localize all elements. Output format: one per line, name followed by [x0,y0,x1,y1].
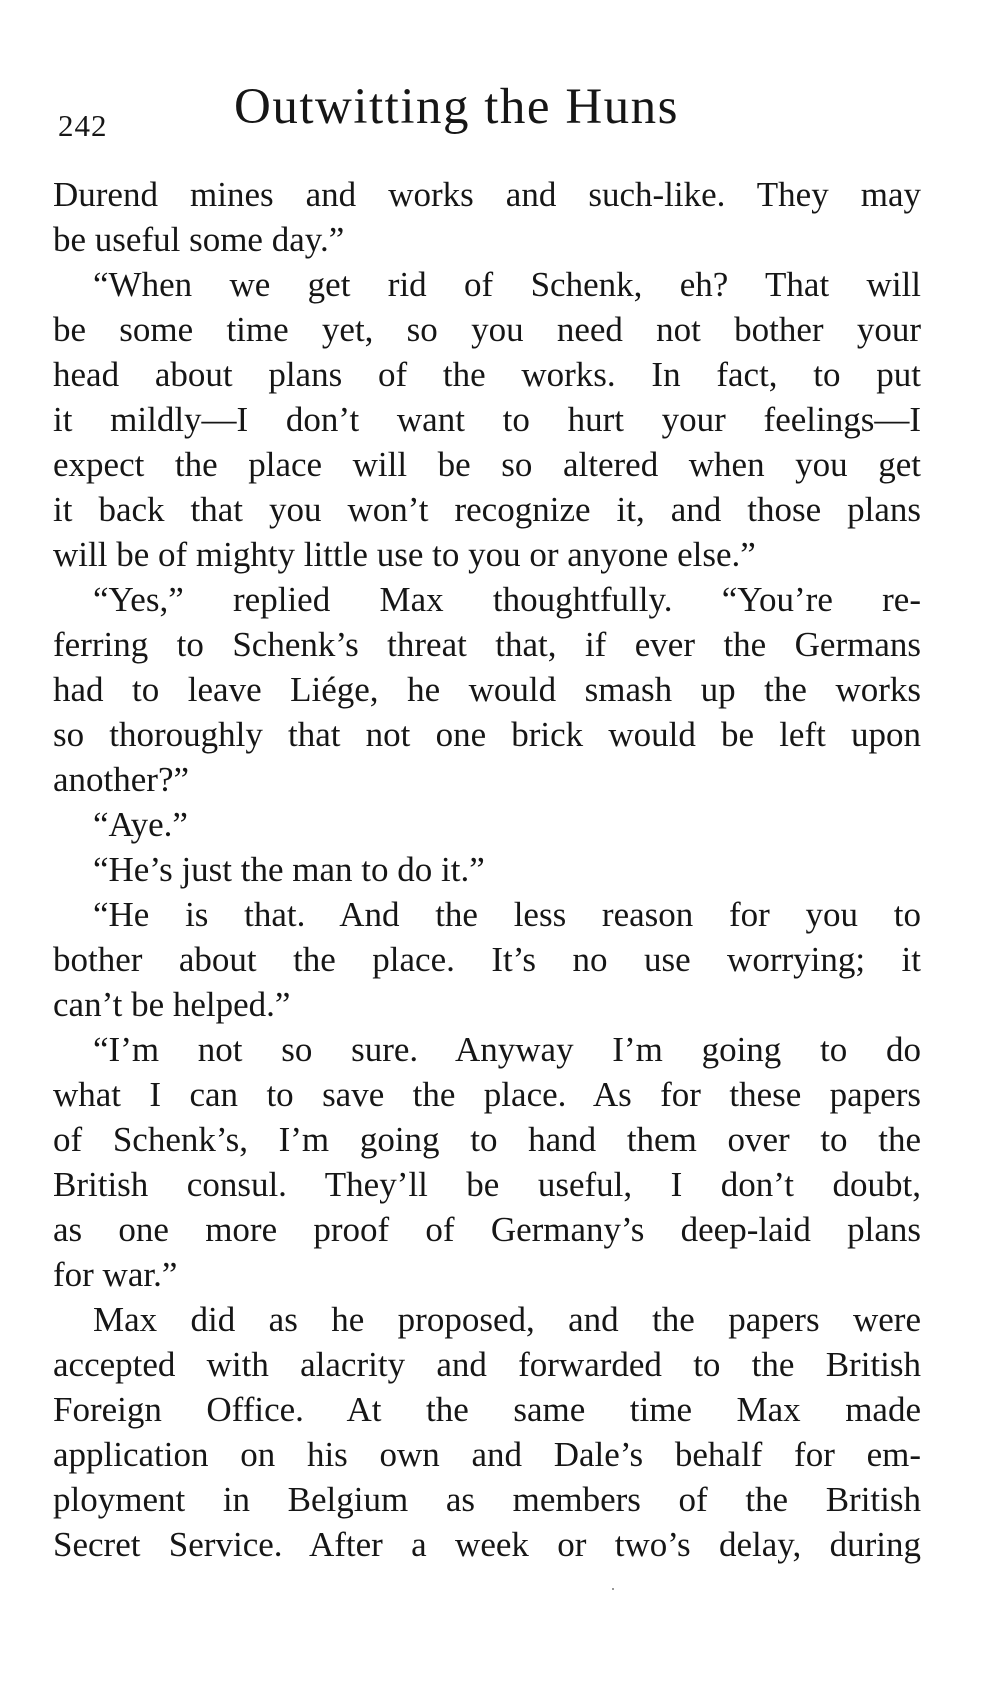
text-line: it mildly—I don’t want to hurt your feelings—I [53,400,921,439]
text-line: had to leave Liége, he would smash up the works [53,670,921,709]
text-line: application on his own and Dale’s behalf for em- [53,1435,921,1474]
text-line: ferring to Schenk’s threat that, if ever the Germans [53,625,921,664]
page-number: 242 [58,108,108,143]
text-line: bother about the place. It’s no use worrying; it [53,940,921,979]
text-line: ployment in Belgium as members of the British [53,1480,921,1519]
text-line: Durend mines and works and such-like. They may [53,175,921,214]
text-line: Max did as he proposed, and the papers were [93,1300,921,1339]
print-speck [612,1588,614,1590]
text-line: “Aye.” [93,805,188,844]
text-line: as one more proof of Germany’s deep-laid plans [53,1210,921,1249]
text-line: another?” [53,760,190,799]
text-line: be useful some day.” [53,220,345,259]
body-text [53,172,921,1567]
text-line: accepted with alacrity and forwarded to the British [53,1345,921,1384]
text-line: will be of mighty little use to you or anyone else.” [53,535,756,574]
page-header [58,78,928,148]
text-line: head about plans of the works. In fact, to put [53,355,921,394]
text-line: “When we get rid of Schenk, eh? That will [93,265,921,304]
text-line: of Schenk’s, I’m going to hand them over to the [53,1120,921,1159]
running-title: Outwitting the Huns [234,79,679,135]
text-line: “He is that. And the less reason for you to [93,895,921,934]
text-line: can’t be helped.” [53,985,291,1024]
text-line: what I can to save the place. As for these papers [53,1075,921,1114]
text-line: so thoroughly that not one brick would be left upon [53,715,921,754]
text-line: “I’m not so sure. Anyway I’m going to do [93,1030,921,1069]
text-line: “He’s just the man to do it.” [93,850,485,889]
text-line: British consul. They’ll be useful, I don’t doubt, [53,1165,921,1204]
text-line: “Yes,” replied Max thoughtfully. “You’re re- [93,580,921,619]
text-line: it back that you won’t recognize it, and those plans [53,490,921,529]
text-line: expect the place will be so altered when you get [53,445,921,484]
text-line: be some time yet, so you need not bother your [53,310,921,349]
text-line: Secret Service. After a week or two’s delay, during [53,1525,921,1564]
text-line: for war.” [53,1255,178,1294]
text-line: Foreign Office. At the same time Max made [53,1390,921,1429]
